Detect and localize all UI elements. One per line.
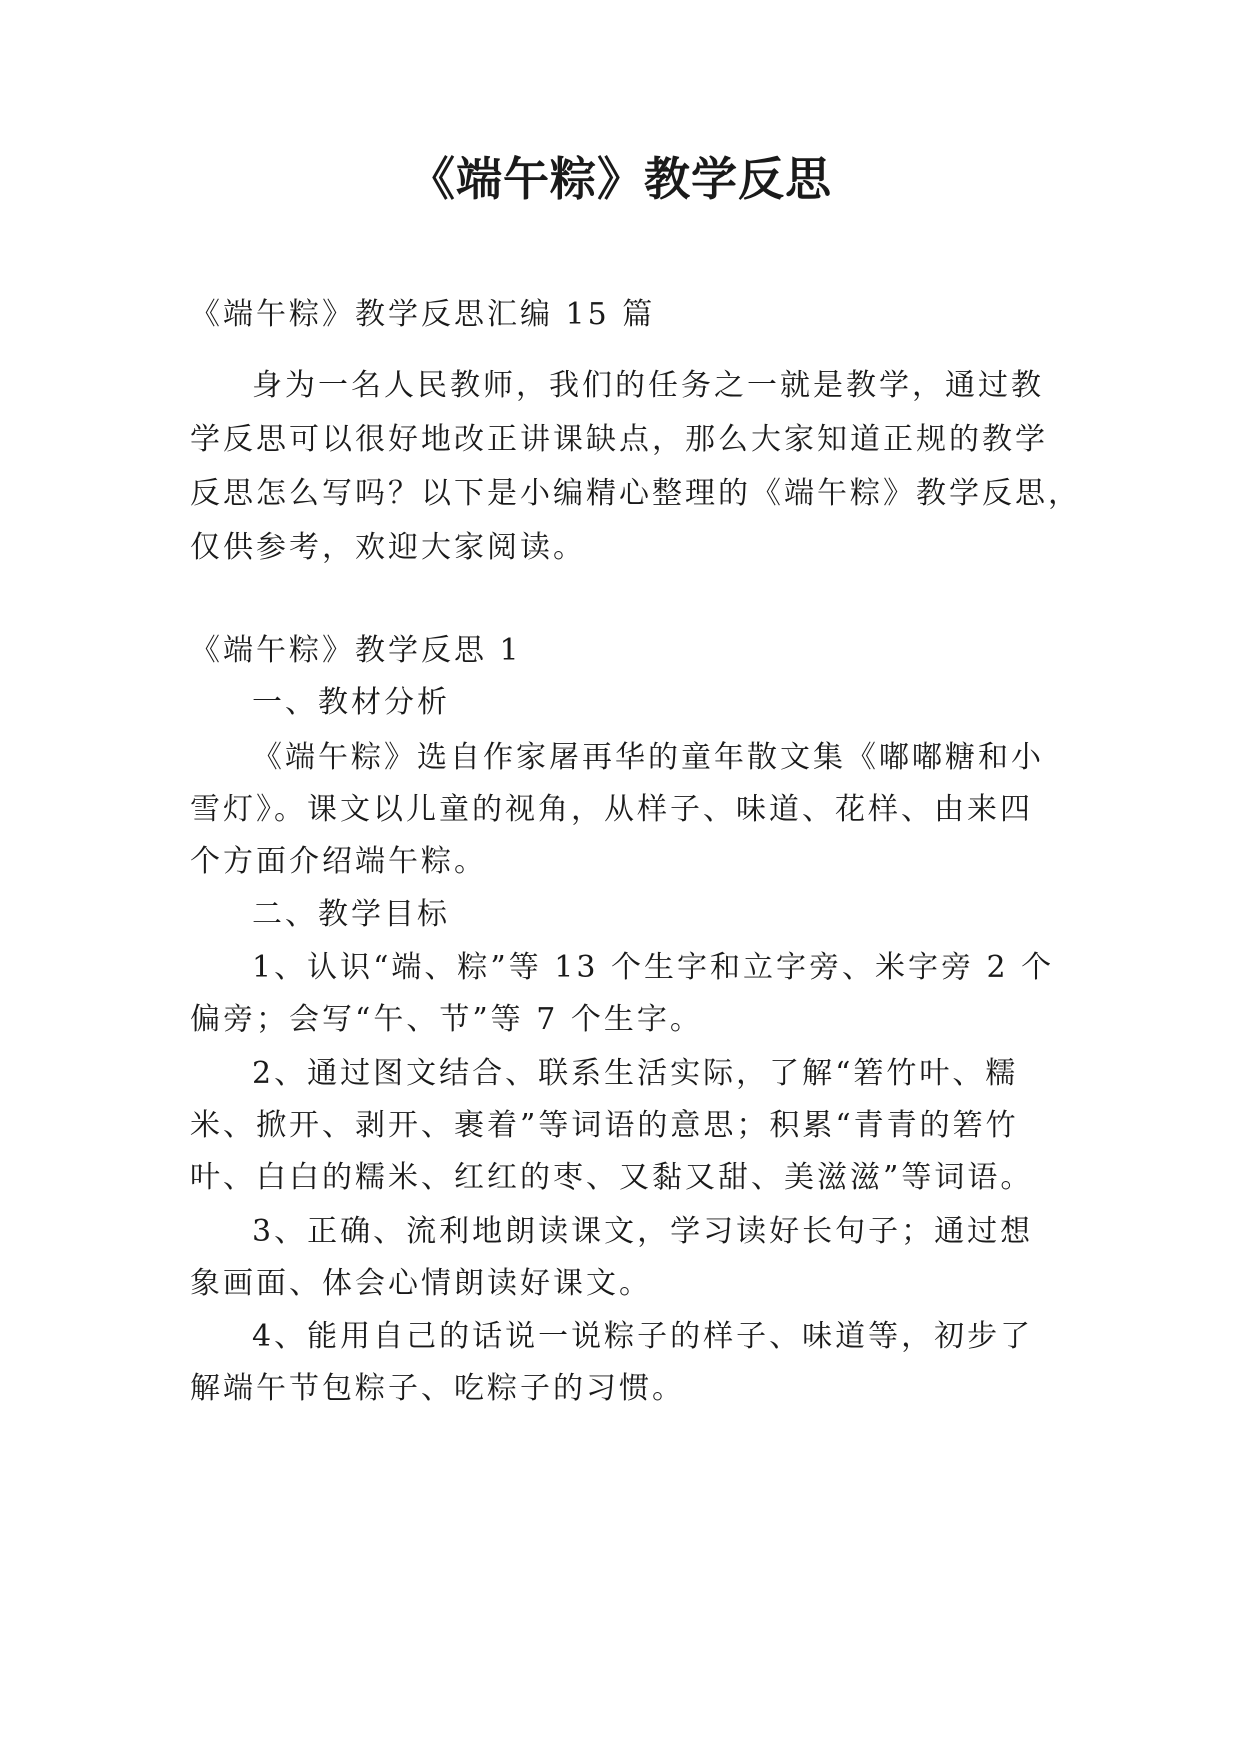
heading-goals: 二、教学目标 — [252, 897, 450, 932]
goal-1-line-2: 偏旁；会写“午、节”等 7 个生字。 — [190, 1002, 703, 1037]
analysis-line-2: 雪灯》。课文以儿童的视角，从样子、味道、花样、由来四 — [190, 792, 1033, 827]
goal-4-line-2: 解端午节包粽子、吃粽子的习惯。 — [190, 1371, 685, 1406]
goal-2-line-1: 2、通过图文结合、联系生活实际，了解“箬竹叶、糯 — [252, 1056, 1019, 1091]
analysis-line-1: 《端午粽》选自作家屠再华的童年散文集《嘟嘟糖和小 — [252, 740, 1044, 775]
intro-line-1: 身为一名人民教师，我们的任务之一就是教学，通过教 — [252, 368, 1044, 403]
heading-analysis: 一、教材分析 — [252, 685, 450, 720]
section-heading: 《端午粽》教学反思 1 — [190, 633, 522, 668]
goal-3-line-1: 3、正确、流利地朗读课文，学习读好长句子；通过想 — [252, 1214, 1034, 1249]
intro-line-4: 仅供参考，欢迎大家阅读。 — [190, 530, 586, 565]
document-subtitle: 《端午粽》教学反思汇编 15 篇 — [190, 297, 656, 332]
goal-4-line-1: 4、能用自己的话说一说粽子的样子、味道等，初步了 — [252, 1319, 1034, 1354]
intro-line-2: 学反思可以很好地改正讲课缺点，那么大家知道正规的教学 — [190, 422, 1048, 457]
goal-2-line-3: 叶、白白的糯米、红红的枣、又黏又甜、美滋滋”等词语。 — [190, 1160, 1034, 1195]
document-title: 《端午粽》教学反思 — [409, 152, 832, 206]
goal-1-line-1: 1、认识“端、粽”等 13 个生字和立字旁、米字旁 2 个 — [252, 950, 1055, 985]
intro-line-3: 反思怎么写吗？以下是小编精心整理的《端午粽》教学反思， — [190, 476, 1081, 511]
goal-3-line-2: 象画面、体会心情朗读好课文。 — [190, 1266, 652, 1301]
goal-2-line-2: 米、掀开、剥开、裹着”等词语的意思；积累“青青的箬竹 — [190, 1108, 1019, 1143]
analysis-line-3: 个方面介绍端午粽。 — [190, 844, 487, 879]
